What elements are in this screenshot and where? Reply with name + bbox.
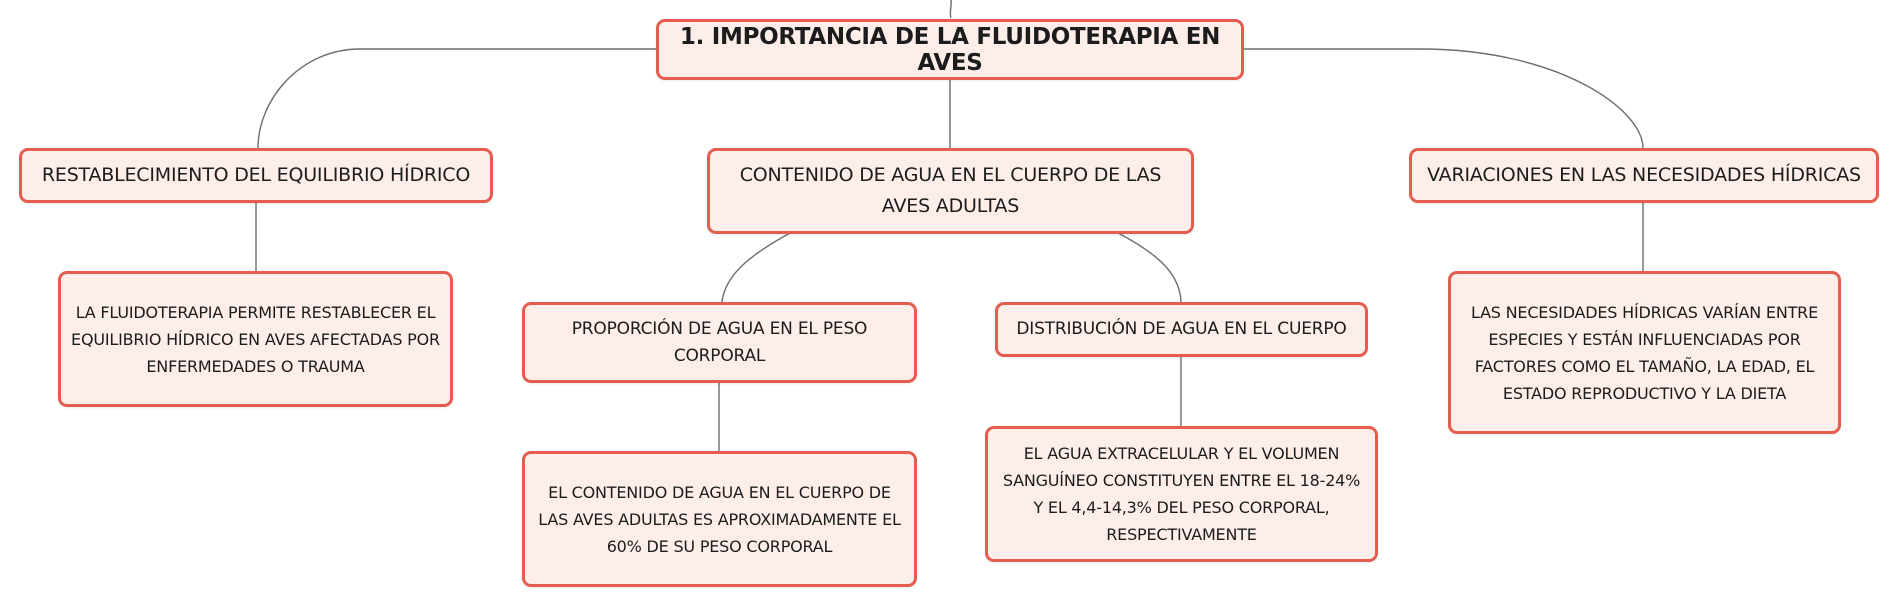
branch-node-water-needs[interactable] bbox=[1409, 148, 1879, 203]
detail-node-text: EL AGUA EXTRACELULAR Y EL VOLUMEN SANGUÍNEO CONSTITUYEN ENTRE EL 18-24% Y EL 4,4-14,3% DEL PESO CORPORAL, RESPECTIVAMENTE bbox=[1002, 444, 1361, 544]
detail-node-distribution[interactable] bbox=[985, 426, 1378, 562]
connector-line-root-left bbox=[258, 49, 656, 148]
detail-node-text: EL CONTENIDO DE AGUA EN EL CUERPO DE LAS AVES ADULTAS ES APROXIMADAMENTE EL 60% DE SU PESO CORPORAL bbox=[538, 482, 901, 556]
connector-line-center-proportion bbox=[722, 233, 790, 302]
branch-node-label: VARIACIONES EN LAS NECESIDADES HÍDRICAS bbox=[1427, 164, 1861, 186]
connector-line-parent bbox=[950, 0, 951, 18]
root-node[interactable] bbox=[656, 19, 1244, 80]
branch-node-rehydration[interactable] bbox=[19, 148, 493, 203]
root-node-label: 1. IMPORTANCIA DE LA FLUIDOTERAPIA EN AVES bbox=[679, 23, 1221, 76]
subbranch-node-distribution[interactable] bbox=[995, 302, 1368, 357]
detail-node-text: LA FLUIDOTERAPIA PERMITE RESTABLECER EL EQUILIBRIO HÍDRICO EN AVES AFECTADAS POR ENFERMEDADES O TRAUMA bbox=[71, 302, 440, 376]
subbranch-node-label: PROPORCIÓN DE AGUA EN EL PESO CORPORAL bbox=[571, 318, 868, 366]
detail-node-text: LAS NECESIDADES HÍDRICAS VARÍAN ENTRE ESPECIES Y ESTÁN INFLUENCIADAS POR FACTORES COMO EL TAMAÑO, LA EDAD, EL ESTADO REPRODUCTIVO Y LA DIETA bbox=[1470, 302, 1818, 403]
subbranch-node-label: DISTRIBUCIÓN DE AGUA EN EL CUERPO bbox=[1016, 319, 1347, 339]
branch-node-label: CONTENIDO DE AGUA EN EL CUERPO DE LAS AVES ADULTAS bbox=[739, 164, 1162, 217]
detail-node-water-needs[interactable] bbox=[1448, 271, 1841, 434]
detail-node-rehydration[interactable] bbox=[58, 271, 453, 407]
branch-node-water-content[interactable] bbox=[707, 148, 1194, 234]
connector-line-root-right bbox=[1244, 49, 1643, 148]
detail-node-proportion[interactable] bbox=[522, 451, 917, 587]
connector-line-center-distribution bbox=[1118, 233, 1181, 302]
branch-node-label: RESTABLECIMIENTO DEL EQUILIBRIO HÍDRICO bbox=[41, 164, 471, 186]
subbranch-node-proportion[interactable] bbox=[522, 302, 917, 383]
